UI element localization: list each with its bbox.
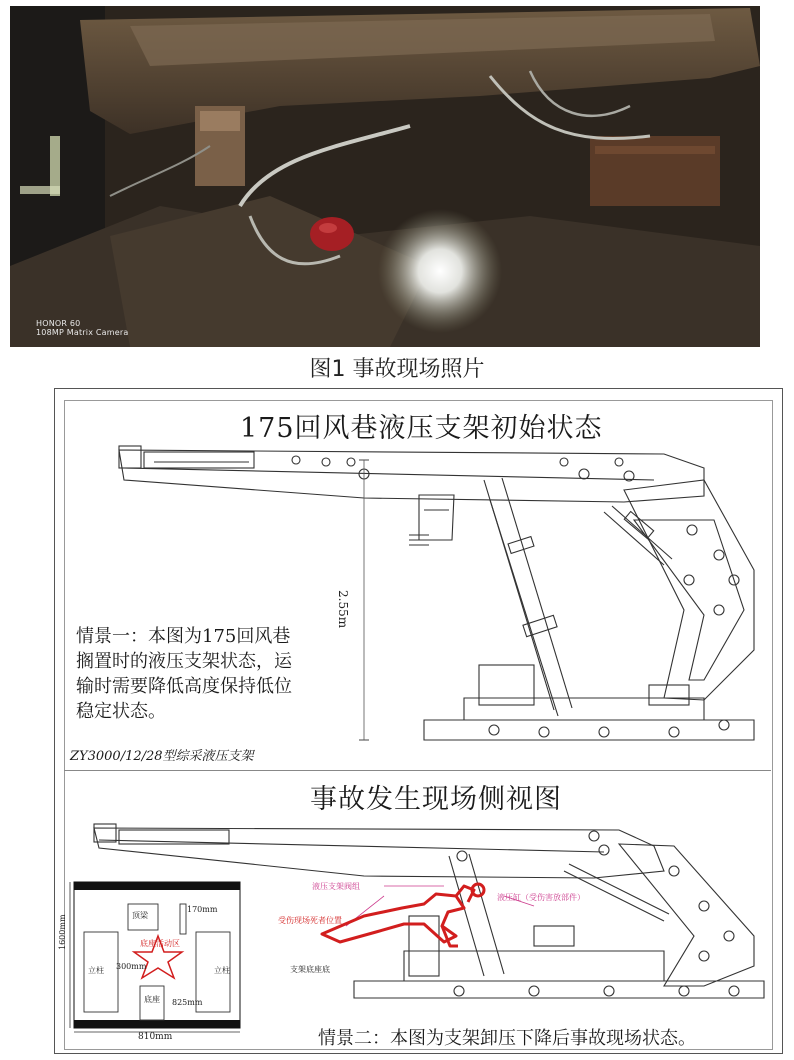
inset-label-top: 顶梁	[132, 911, 148, 920]
base-note-annotation: 支架底座底	[290, 965, 330, 974]
inset-dim-b: 300mm	[116, 962, 147, 971]
inset-label-right: 立柱	[214, 966, 230, 975]
bottom-drawing-title: 事故发生现场侧视图	[310, 784, 562, 815]
camera-brand-watermark: HONOR 60	[36, 319, 81, 328]
valve-group-annotation: 液压支架阀组	[312, 882, 360, 891]
photo-illustration	[10, 6, 760, 347]
camera-model-watermark: 108MP Matrix Camera	[36, 328, 129, 337]
scene-two-text: 情景二：本图为支架卸压下降后事故现场状态。	[318, 1028, 696, 1049]
inset-dim-c: 825mm	[172, 998, 203, 1007]
inset-width-dimension: 810mm	[138, 1032, 173, 1042]
top-drawing-title: 175回风巷液压支架初始状态	[240, 413, 603, 444]
diagram-divider	[64, 770, 771, 771]
scene-one-text: 情景一：本图为175回风巷搁置时的液压支架状态，运输时需要降低高度保持低位稳定状态。	[76, 626, 292, 722]
inset-label-bottom: 底座	[144, 995, 160, 1004]
hydraulic-part-annotation: 液压缸（受伤害放部件）	[497, 893, 585, 902]
inset-dim-a: 170mm	[187, 905, 218, 914]
height-dimension-label: 2.55m	[336, 590, 350, 629]
accident-scene-photo	[10, 6, 760, 347]
inset-label-left: 立柱	[88, 966, 104, 975]
inset-label-center: 底座活动区	[140, 939, 180, 948]
figure-caption: 图1 事故现场照片	[309, 357, 485, 382]
victim-outline	[322, 884, 484, 946]
support-model-label: ZY3000/12/28型综采液压支架	[70, 749, 254, 764]
inset-height-dimension: 1600mm	[58, 914, 67, 950]
plan-view-inset	[68, 878, 248, 1038]
victim-position-annotation: 受伤现场死者位置	[278, 916, 342, 925]
